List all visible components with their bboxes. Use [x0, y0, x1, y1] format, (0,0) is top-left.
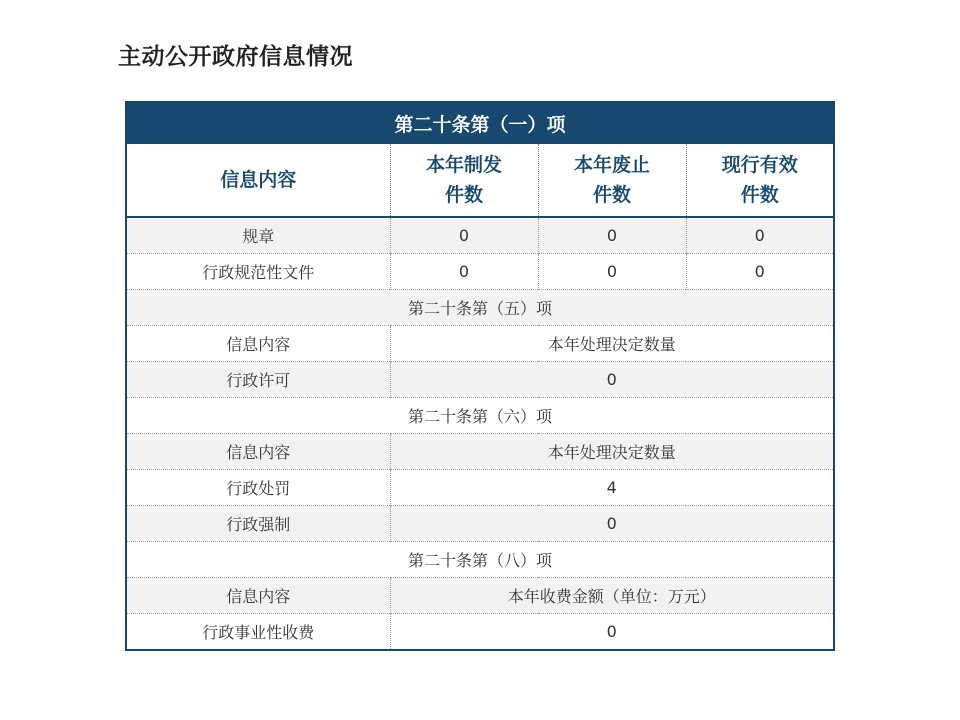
table-row: [127, 217, 833, 254]
row-label: 行政强制: [127, 506, 390, 542]
row-label: 规章: [127, 217, 390, 254]
row-label: 行政许可: [127, 362, 390, 398]
section-heading: 第二十条第（五）项: [127, 290, 833, 326]
table-row: [127, 506, 833, 542]
row-issued-count: 0: [390, 217, 538, 254]
section-value-header: 本年收费金额（单位：万元）: [390, 578, 833, 614]
section-value-header: 本年处理决定数量: [390, 326, 833, 362]
table-row: [127, 254, 833, 290]
column-header-info-label: 信息内容: [220, 169, 297, 191]
disclosure-table: [127, 103, 833, 649]
table-main-header-row: [127, 103, 833, 144]
column-header-valid-line1: 现行有效: [721, 154, 798, 176]
section-info-label: 信息内容: [127, 326, 390, 362]
row-abolished-count: 0: [538, 254, 686, 290]
section-info-label: 信息内容: [127, 578, 390, 614]
section-info-label: 信息内容: [127, 434, 390, 470]
section-subheader-row: [127, 434, 833, 470]
column-header-row: [127, 144, 833, 217]
row-valid-count: 0: [686, 217, 833, 254]
column-header-info: [127, 144, 390, 217]
section-heading-row: [127, 398, 833, 434]
section-value-header: 本年处理决定数量: [390, 434, 833, 470]
page-title: 主动公开政府信息情况: [118, 43, 353, 70]
section-subheader-row: [127, 578, 833, 614]
column-header-abolished-line1: 本年废止: [573, 154, 650, 176]
row-abolished-count: 0: [538, 217, 686, 254]
table-row: [127, 614, 833, 650]
row-issued-count: 0: [390, 254, 538, 290]
column-header-valid-line2: 件数: [740, 184, 779, 206]
section-subheader-row: [127, 326, 833, 362]
section-heading: 第二十条第（八）项: [127, 542, 833, 578]
column-header-valid: [686, 144, 833, 217]
row-value: 0: [390, 362, 833, 398]
column-header-issued-line2: 件数: [444, 184, 483, 206]
row-label: 行政规范性文件: [127, 254, 390, 290]
table-row: [127, 470, 833, 506]
info-disclosure-table: [125, 101, 835, 651]
column-header-abolished-line2: 件数: [592, 184, 631, 206]
row-value: 4: [390, 470, 833, 506]
section-heading-row: [127, 542, 833, 578]
table-row: [127, 362, 833, 398]
row-label: 行政处罚: [127, 470, 390, 506]
section-heading: 第二十条第（六）项: [127, 398, 833, 434]
row-value: 0: [390, 506, 833, 542]
column-header-issued-line1: 本年制发: [425, 154, 502, 176]
table-main-header: 第二十条第（一）项: [127, 103, 833, 144]
row-valid-count: 0: [686, 254, 833, 290]
column-header-abolished: [538, 144, 686, 217]
section-heading-row: [127, 290, 833, 326]
column-header-issued: [390, 144, 538, 217]
row-value: 0: [390, 614, 833, 650]
row-label: 行政事业性收费: [127, 614, 390, 650]
